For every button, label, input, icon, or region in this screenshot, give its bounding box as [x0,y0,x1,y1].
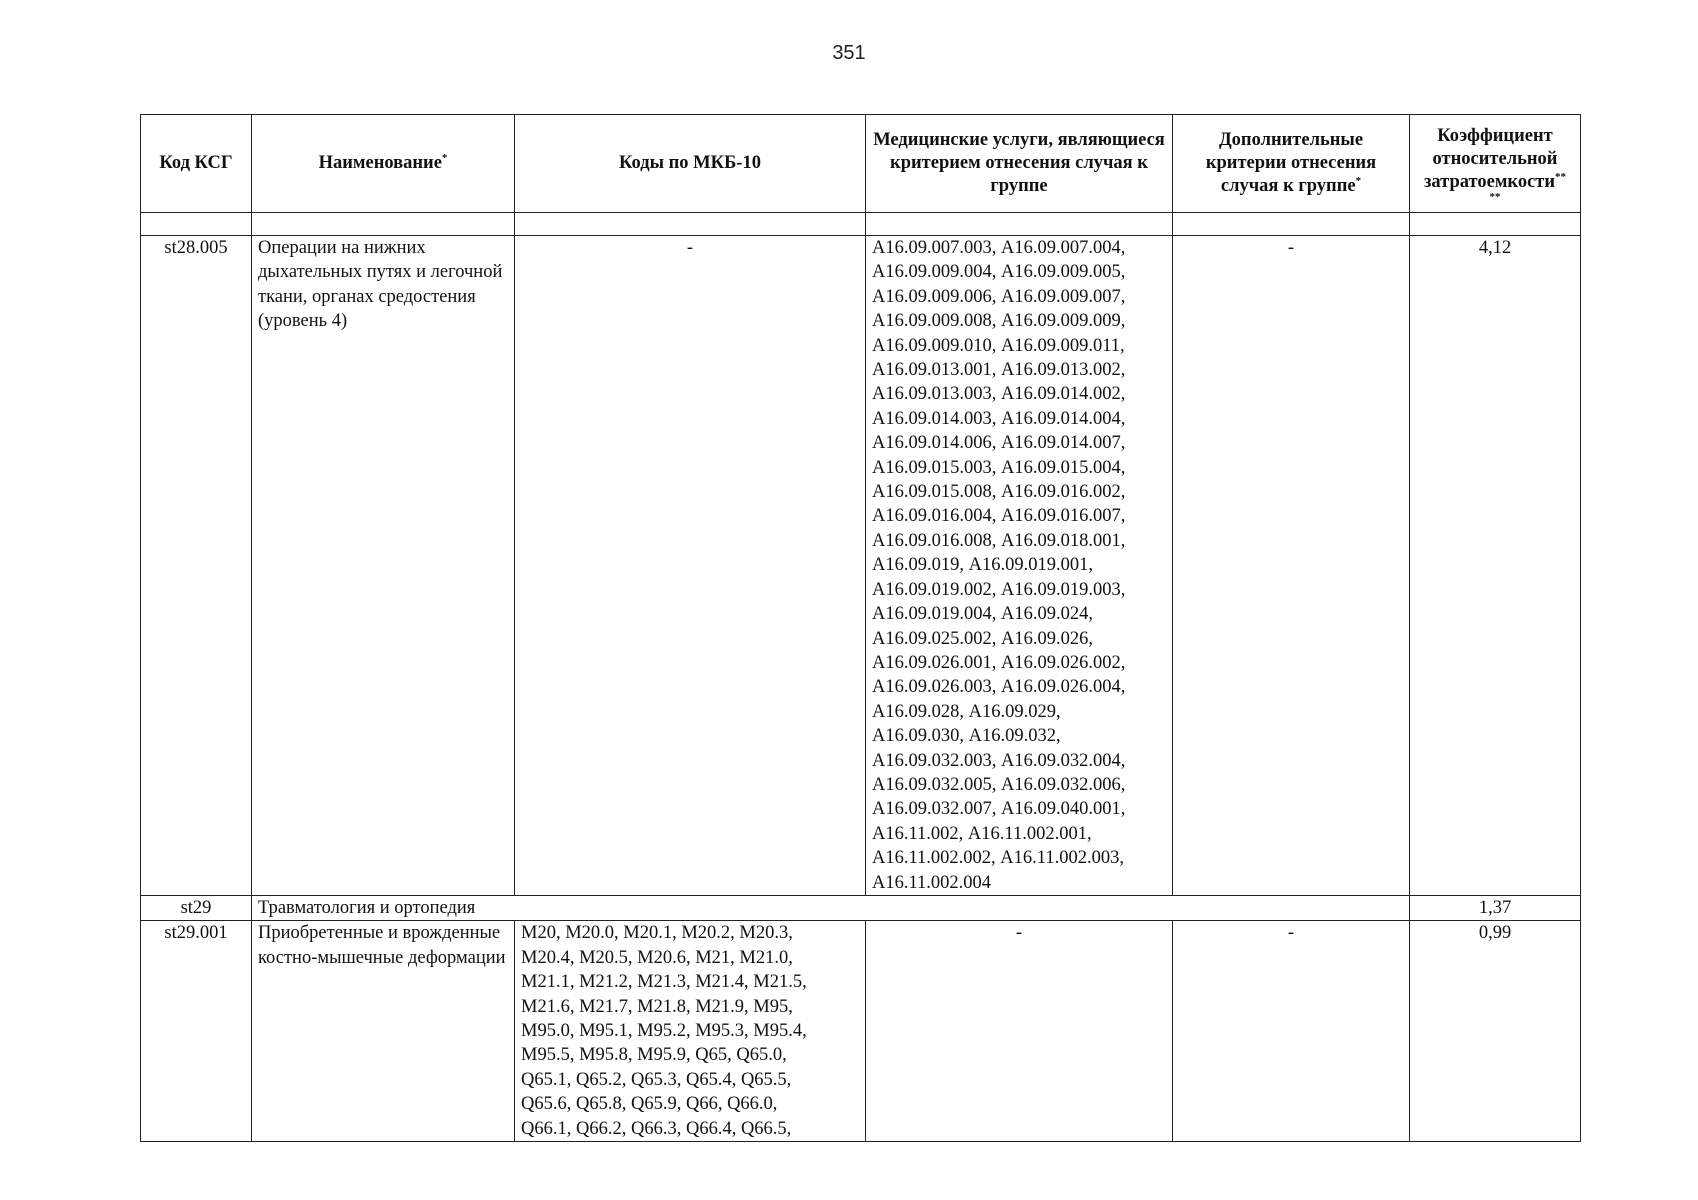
footnote-mark: ** [1555,170,1567,183]
header-name: Наименование* [252,115,515,213]
cell-coef: 1,37 [1410,895,1581,920]
header-code: Код КСГ [141,115,252,213]
cell-code: st29.001 [141,921,252,1142]
cell-additional: - [1173,921,1410,1142]
cell-mkb: M20, M20.0, M20.1, M20.2, M20.3, M20.4, M20.5, M20.6, M21, M21.0, M21.1, M21.2, M21.3, M21.4, M21.5, M21.6, M21.7, M21.8, M21.9, M95, M95.0, M95.1, M95.2, M95.3, M95.4, M95.5, M95.8, M95.9, Q65, Q65.0, Q65.1, Q65.2, Q65.3, Q65.4, Q65.5, Q65.6, Q65.8, Q65.9, Q66, Q66.0, Q66.1, Q66.2, Q66.3, Q66.4, Q66.5, [515,921,866,1142]
header-coef: Коэффициент относительной затратоемкости** ** [1410,115,1581,213]
header-services: Медицинские услуги, являющиеся критерием отнесения случая к группе [866,115,1173,213]
footnote-mark: * [441,151,448,164]
cell-code: st29 [141,895,252,920]
cell-name: Травматология и ортопедия [252,895,1410,920]
header-mkb: Коды по МКБ-10 [515,115,866,213]
cell-mkb: - [515,236,866,896]
footnote-mark: * [1355,174,1362,187]
table-row [141,236,1581,896]
header-additional: Дополнительные критерии отнесения случая к группе* [1173,115,1410,213]
cell-coef: 0,99 [1410,921,1581,1142]
cell-additional: - [1173,236,1410,896]
cell-code: st28.005 [141,236,252,896]
ksg-table [140,114,1581,1142]
table-row [141,921,1581,1142]
page-number: 351 [832,42,866,64]
cell-name: Приобретенные и врожденные костно-мышечные деформации [252,921,515,1142]
spacer-row [141,213,1581,236]
footnote-mark-below: ** [1489,191,1501,203]
table-row-section [141,895,1581,920]
cell-coef: 4,12 [1410,236,1581,896]
cell-services: А16.09.007.003, А16.09.007.004, А16.09.009.004, А16.09.009.005, А16.09.009.006, А16.09.009.007, А16.09.009.008, А16.09.009.009, А16.09.009.010, А16.09.009.011, А16.09.013.001, А16.09.013.002, А16.09.013.003, А16.09.014.002, А16.09.014.003, А16.09.014.004, А16.09.014.006, А16.09.014.007, А16.09.015.003, А16.09.015.004, А16.09.015.008, А16.09.016.002, А16.09.016.004, А16.09.016.007, А16.09.016.008, А16.09.018.001, А16.09.019, А16.09.019.001, А16.09.019.002, А16.09.019.003, А16.09.019.004, А16.09.024, А16.09.025.002, А16.09.026, А16.09.026.001, А16.09.026.002, А16.09.026.003, А16.09.026.004, А16.09.028, А16.09.029, А16.09.030, А16.09.032, А16.09.032.003, А16.09.032.004, А16.09.032.005, А16.09.032.006, А16.09.032.007, А16.09.040.001, А16.11.002, А16.11.002.001, А16.11.002.002, А16.11.002.003, А16.11.002.004 [866,236,1173,896]
cell-name: Операции на нижних дыхательных путях и легочной ткани, органах средостения (уровень 4) [252,236,515,896]
cell-services: - [866,921,1173,1142]
table-header-row [141,115,1581,213]
